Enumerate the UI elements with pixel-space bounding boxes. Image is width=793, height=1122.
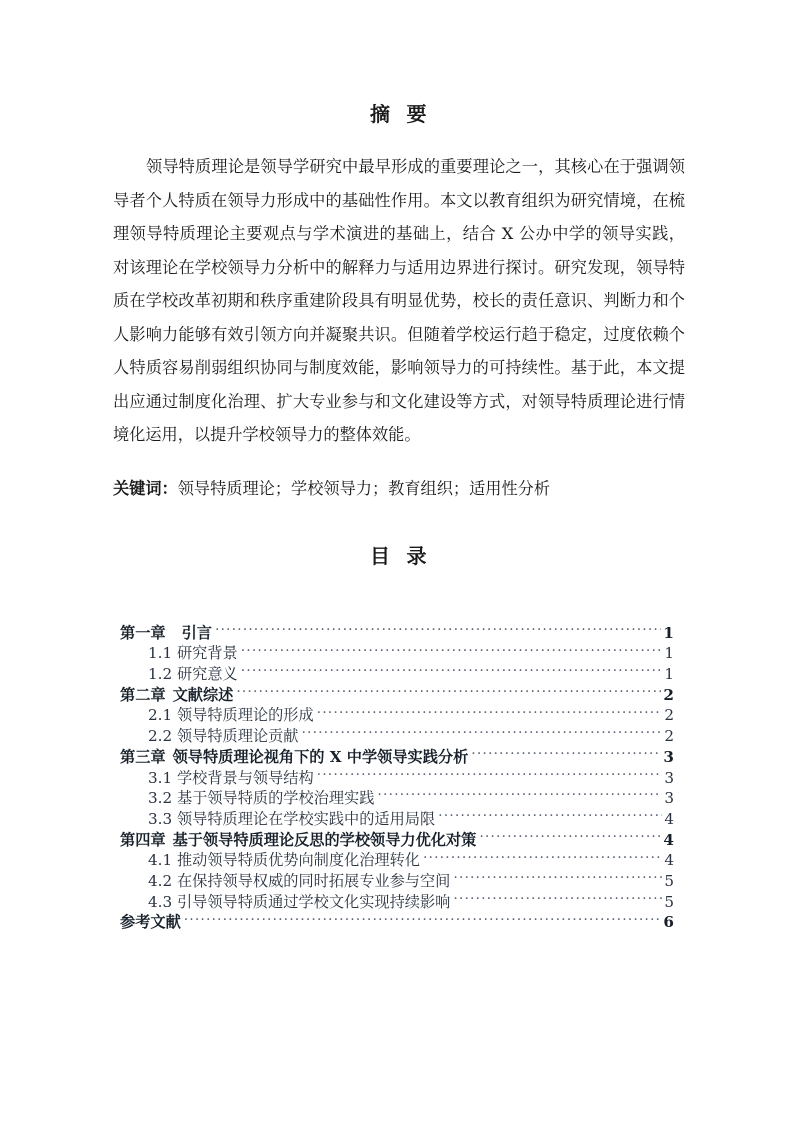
toc-leader-dots	[453, 886, 662, 907]
toc-entry-page-number: 2	[663, 685, 674, 704]
toc-entry-chapter: 第二章	[120, 685, 166, 704]
toc-leader-dots	[377, 783, 662, 804]
toc-entry-label	[148, 768, 316, 789]
toc-leader-dots	[241, 658, 663, 679]
toc-entry-title: 3.2 基于领导特质的学校治理实践	[148, 789, 375, 808]
contents-heading-char-2: 录	[406, 544, 427, 568]
keywords-line	[113, 475, 685, 503]
toc-entry-page-number: 4	[664, 809, 674, 828]
abstract-paragraph: 领导特质理论是领导学研究中最早形成的重要理论之一，其核心在于强调领导者个人特质在领导力形成中的基础性作用。本文以教育组织为研究情境，在梳理领导特质理论主要观点与学术演进的基础上，结合 X 公办中学的领导实践，对该理论在学校领导力分析中的解释力与适用边界进行探讨。研究发现，领导特质在学校改革初期和秩序重建阶段具有明显优势，校长的责任意识、判断力和个人影响力能够有效引领方向并凝聚共识。但随着学校运行趋于稳定，过度依赖个人特质容易削弱组织协同与制度效能，影响领导力的可持续性。基于此，本文提出应通过制度化治理、扩大专业参与和文化建设等方式，对领导特质理论进行情境化运用，以提升学校领导力的整体效能。	[113, 157, 685, 444]
contents-heading-char-1: 目	[370, 544, 391, 568]
toc-leader-dots	[241, 638, 663, 659]
toc-entry-title: 1.1 研究背景	[148, 644, 238, 663]
toc-entry-chapter: 第三章	[120, 747, 166, 766]
toc-leader-dots	[453, 865, 662, 886]
toc-entry[interactable]	[120, 907, 674, 932]
toc-entry-label	[120, 623, 214, 644]
toc-entry-label	[120, 912, 183, 933]
toc-entry-title: 4.1 推动领导特质优势向制度化治理转化	[148, 851, 420, 870]
toc-entry-chapter: 第一章	[120, 623, 166, 642]
toc-entry-label	[148, 643, 240, 664]
toc-leader-dots	[423, 845, 662, 866]
toc-leader-dots	[479, 824, 661, 845]
contents-heading	[113, 540, 684, 569]
toc-leader-dots	[317, 762, 663, 783]
toc-leader-dots	[438, 803, 662, 824]
toc-entry-title: 3.3 领导特质理论在学校实践中的适用局限	[148, 809, 436, 828]
toc-entry-title: 领导特质理论视角下的 X 中学领导实践分析	[172, 747, 469, 766]
toc-entry-page-number: 1	[664, 644, 674, 663]
toc-entry-title: 4.2 在保持领导权威的同时拓展专业参与空间	[148, 871, 451, 890]
toc-leader-dots	[471, 741, 661, 762]
toc-entry-label	[148, 871, 452, 892]
toc-entry-label	[148, 809, 437, 830]
toc-entry-label	[148, 664, 240, 685]
toc-entry-page-number: 4	[664, 851, 674, 870]
toc-leader-dots	[184, 907, 662, 928]
toc-entry-label	[148, 705, 316, 726]
keywords-value: 领导特质理论；学校领导力；教育组织；适用性分析	[177, 479, 551, 498]
toc-entry-title: 基于领导特质理论反思的学校领导力优化对策	[172, 830, 477, 849]
toc-entry-page-number: 2	[664, 706, 674, 725]
toc-entry-title: 文献综述	[172, 685, 234, 704]
toc-entry-label	[120, 685, 235, 706]
toc-entry-page-number: 2	[664, 727, 674, 746]
table-of-contents	[120, 617, 674, 932]
toc-entry-page-number: 1	[664, 665, 674, 684]
abstract-heading-char-2: 要	[406, 102, 427, 126]
toc-entry-label	[148, 850, 422, 871]
toc-entry-label	[148, 726, 300, 747]
toc-entry-page-number: 6	[663, 913, 674, 932]
toc-entry-page-number: 1	[663, 623, 674, 642]
abstract-heading	[113, 98, 684, 127]
toc-entry-page-number: 5	[664, 892, 674, 911]
toc-entry-page-number: 5	[664, 871, 674, 890]
toc-entry-page-number: 3	[663, 747, 674, 766]
toc-leader-dots	[317, 700, 663, 721]
toc-entry-title: 2.2 领导特质理论贡献	[148, 727, 299, 746]
toc-entry-page-number: 3	[664, 789, 674, 808]
toc-entry-page-number: 3	[664, 768, 674, 787]
toc-entry-page-number: 4	[663, 830, 674, 849]
keywords-label: 关键词：	[113, 479, 178, 498]
abstract-heading-char-1: 摘	[370, 102, 391, 126]
toc-entry-title: 3.1 学校背景与领导结构	[148, 768, 314, 787]
toc-entry[interactable]	[148, 638, 674, 663]
toc-leader-dots	[215, 617, 661, 638]
toc-entry-title: 4.3 引导领导特质通过学校文化实现持续影响	[148, 892, 451, 911]
toc-entry-label	[148, 788, 376, 809]
toc-entry-title: 2.1 领导特质理论的形成	[148, 706, 314, 725]
toc-entry-title: 1.2 研究意义	[148, 665, 238, 684]
toc-entry[interactable]	[120, 617, 674, 642]
toc-leader-dots	[236, 679, 661, 700]
toc-entry-title: 引言	[181, 623, 212, 642]
toc-entry-chapter: 第四章	[120, 830, 166, 849]
toc-entry-title: 参考文献	[120, 913, 181, 932]
toc-leader-dots	[301, 720, 662, 741]
